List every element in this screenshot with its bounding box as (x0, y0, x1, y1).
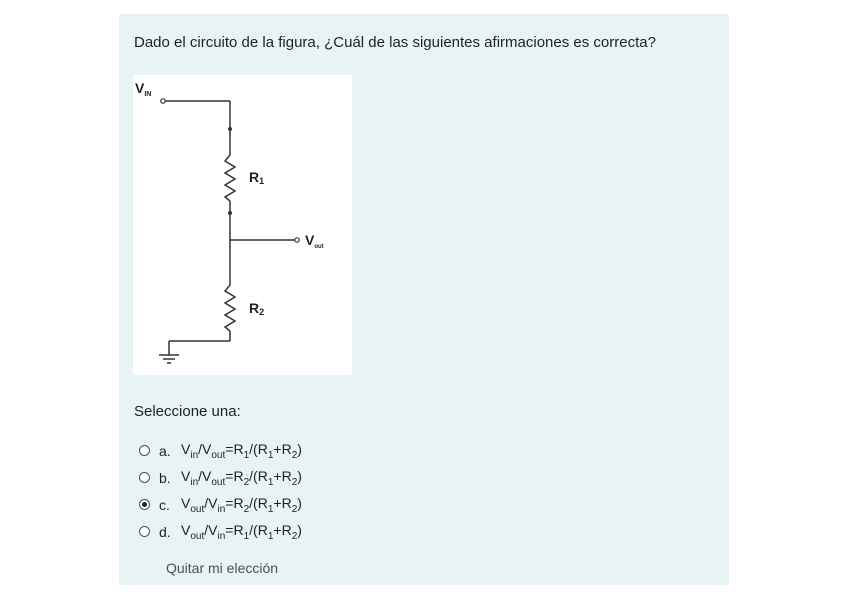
option-text: $V_{out}/V_{in}=R_1/(R_1+R_2)$ (181, 521, 302, 542)
vout-terminal (295, 238, 299, 242)
option-letter: b. (159, 469, 171, 486)
junction-dot (228, 127, 232, 131)
r1-label: R1 (249, 169, 265, 186)
answer-options (139, 437, 302, 545)
option-c[interactable] (139, 491, 302, 518)
option-b[interactable] (139, 464, 302, 491)
option-text: $V_{in}/V_{out}=R_2/(R_1+R_2)$ (181, 467, 302, 488)
option-text: $V_{in}/V_{out}=R_1/(R_1+R_2)$ (181, 440, 302, 461)
radio-button[interactable] (139, 472, 150, 483)
question-card (119, 14, 729, 585)
option-letter: d. (159, 523, 171, 540)
radio-button-selected[interactable] (139, 499, 150, 510)
radio-button[interactable] (139, 526, 150, 537)
option-letter: c. (159, 496, 170, 513)
circuit-figure (133, 75, 352, 375)
vout-label: $V_{out}$ (305, 232, 324, 250)
r2-label: R2 (249, 300, 265, 317)
vin-terminal (161, 99, 165, 103)
option-text: $V_{out}/V_{in}=R_2/(R_1+R_2)$ (181, 494, 302, 515)
voltage-divider-diagram (133, 75, 352, 375)
question-text: Dado el circuito de la figura, ¿Cuál de las siguientes afirmaciones es correcta? (134, 34, 656, 51)
select-prompt: Seleccione una: (134, 403, 241, 420)
clear-choice-link[interactable]: Quitar mi elección (166, 560, 279, 576)
resistor-r2 (225, 285, 235, 331)
junction-dot (228, 211, 232, 215)
resistor-r1 (225, 155, 235, 201)
option-letter: a. (159, 442, 171, 459)
vin-label: $V_{IN}$ (135, 80, 152, 98)
option-d[interactable] (139, 518, 302, 545)
radio-button[interactable] (139, 445, 150, 456)
option-a[interactable] (139, 437, 302, 464)
